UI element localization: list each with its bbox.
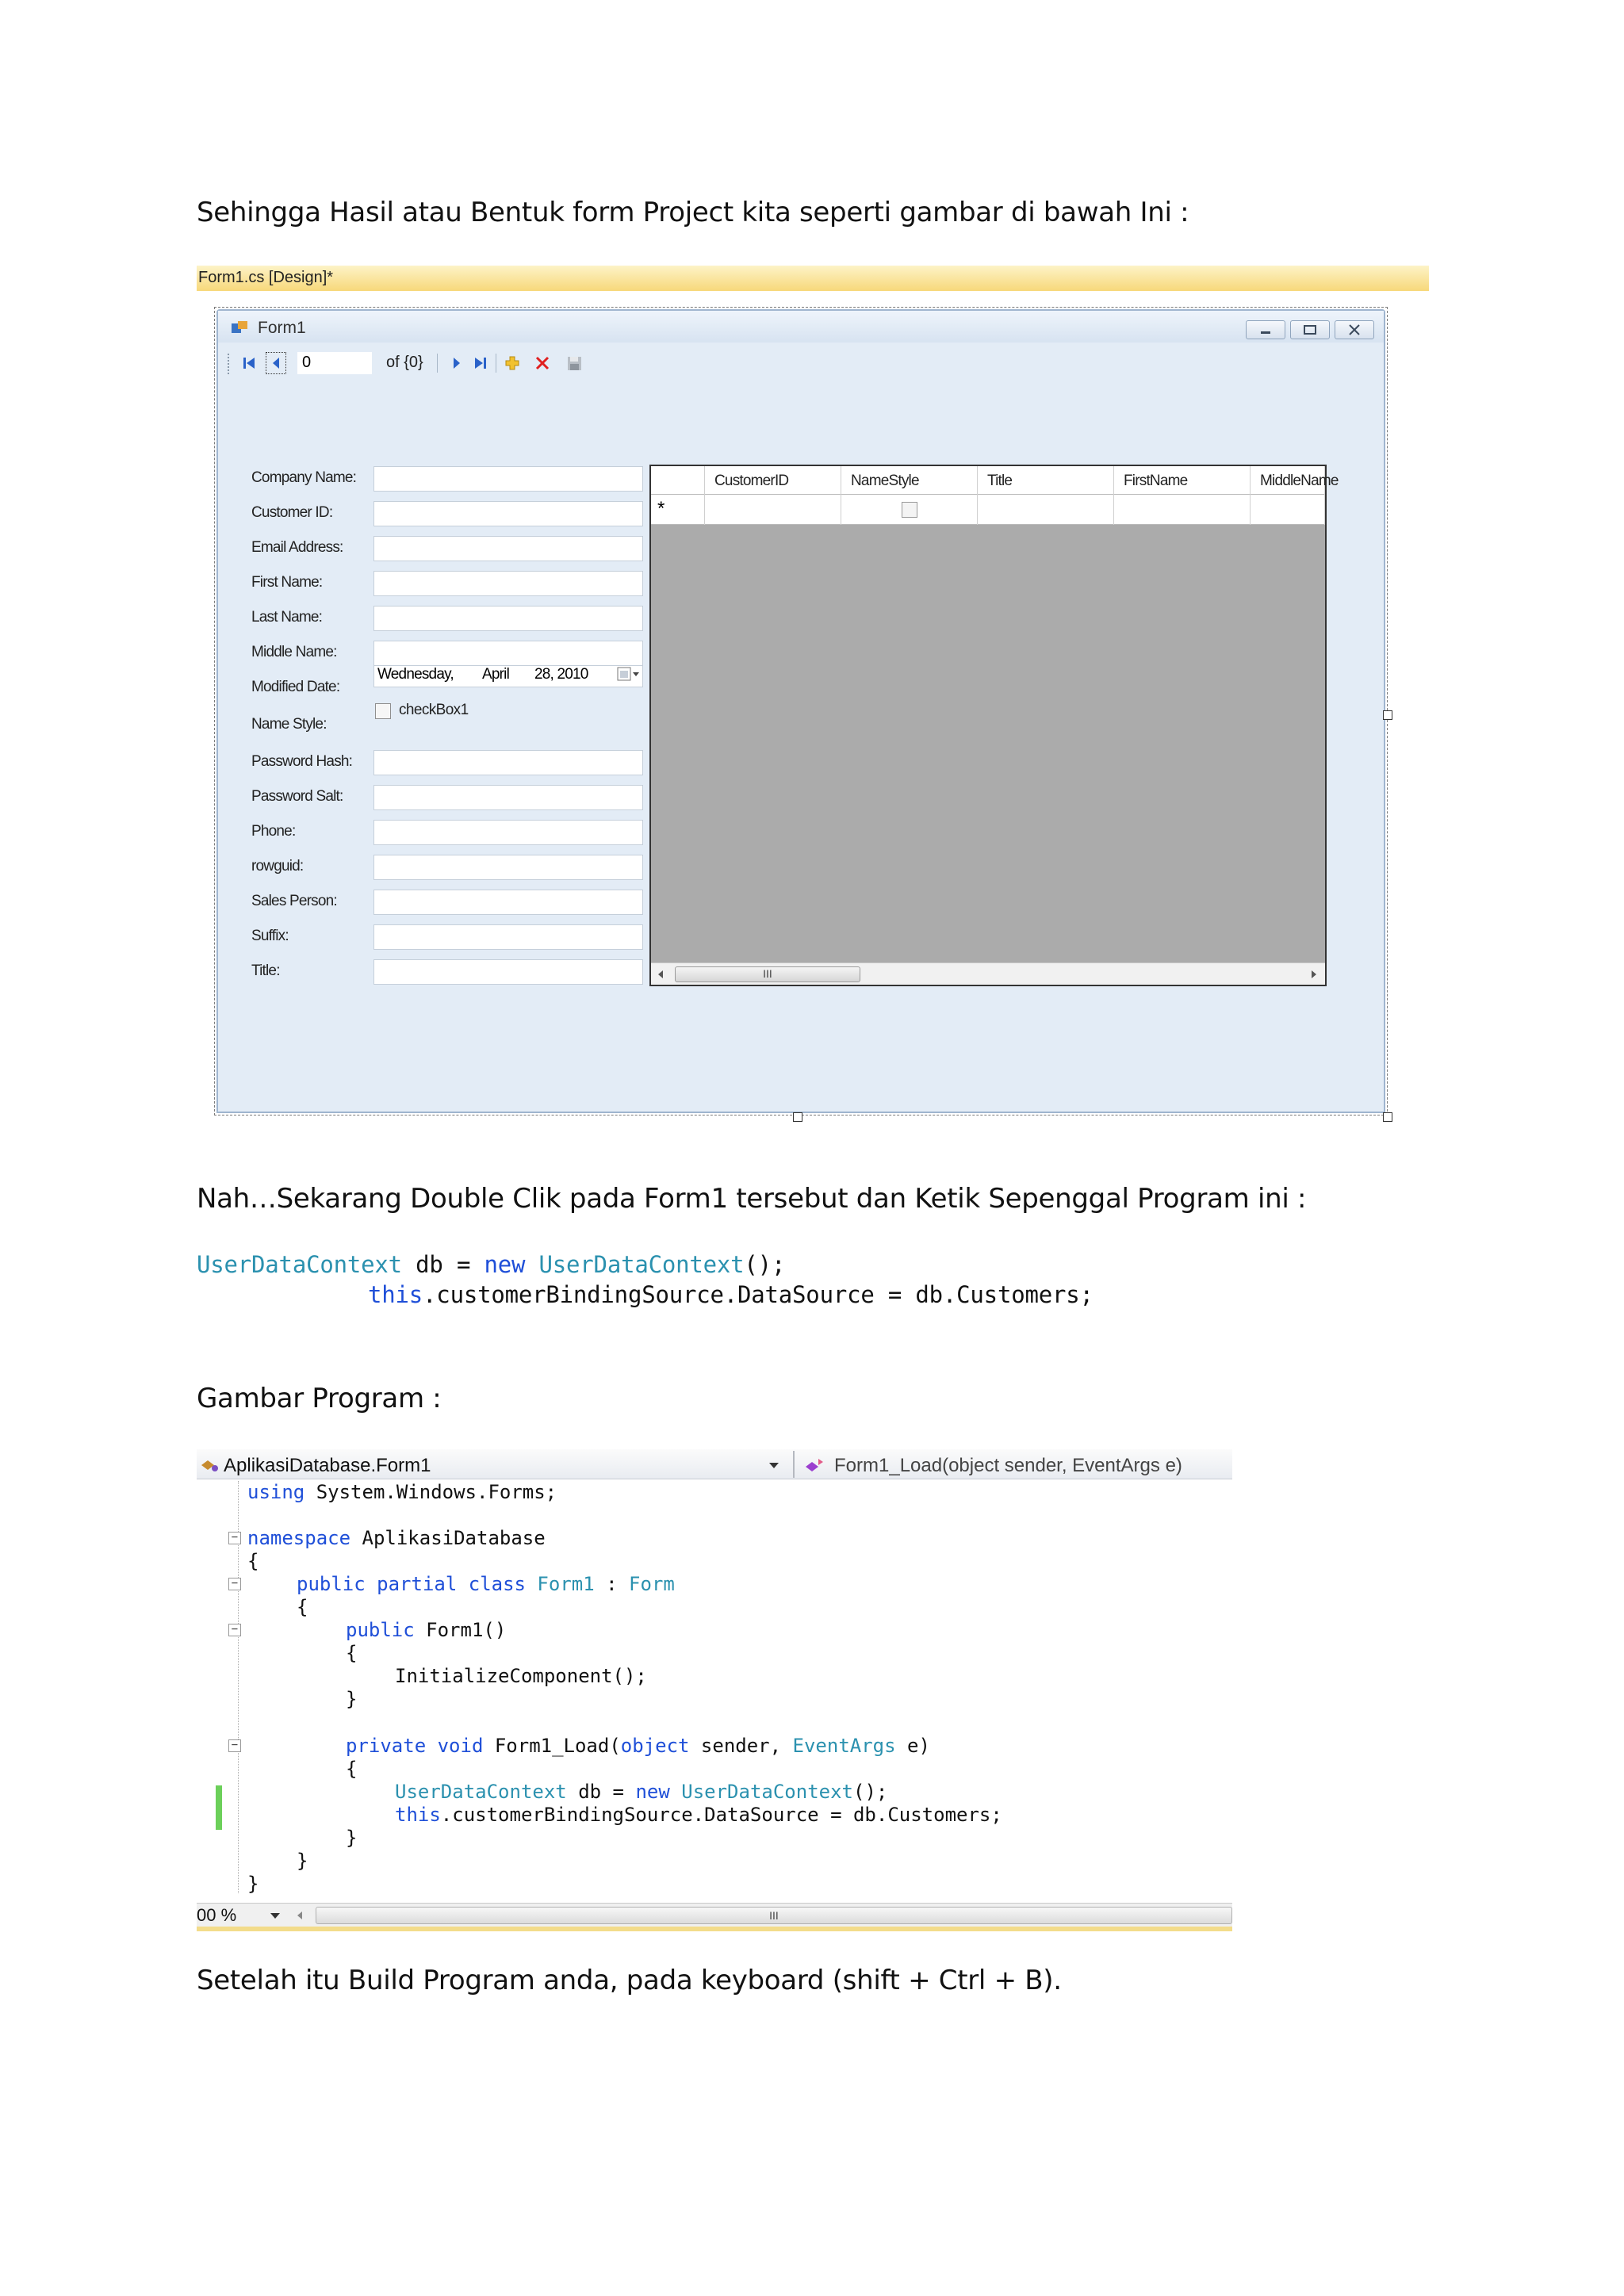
email-address-textbox[interactable] (373, 536, 643, 561)
class-combo-value: AplikasiDatabase.Form1 (224, 1455, 431, 1476)
column-header-middlename[interactable]: MiddleName (1251, 466, 1325, 495)
collapse-method-icon[interactable]: − (228, 1739, 241, 1752)
move-previous-button[interactable] (266, 352, 286, 374)
resize-handle-right[interactable] (1383, 710, 1392, 720)
last-name-textbox[interactable] (373, 606, 643, 631)
grid-header-row (651, 466, 1339, 495)
date-month: April (482, 666, 510, 683)
date-day-year: 28, 2010 (534, 666, 588, 683)
code-text: .customerBindingSource.DataSource = db.Customers; (423, 1281, 1094, 1308)
code-text: (); (744, 1251, 786, 1278)
gambar-program-paragraph: Gambar Program : (197, 1383, 442, 1414)
grid-horizontal-scrollbar[interactable] (651, 962, 1325, 985)
code-text: (); (853, 1781, 888, 1803)
company-name-textbox[interactable] (373, 466, 643, 492)
designer-tab-title: Form1.cs [Design]* (198, 269, 334, 286)
count-label: of {0} (386, 354, 423, 371)
minimize-button[interactable] (1246, 320, 1285, 339)
class-icon (200, 1457, 220, 1475)
form-designer-screenshot (197, 266, 1429, 1122)
form-title-bar (218, 311, 1384, 342)
ide-line-namespace (247, 1527, 546, 1549)
code-text: : (594, 1573, 630, 1595)
code-line-2 (368, 1281, 1094, 1308)
sales-person-textbox[interactable] (373, 890, 643, 915)
code-keyword: private void (346, 1735, 484, 1757)
form-title: Form1 (258, 319, 306, 337)
resize-handle-corner[interactable] (1383, 1112, 1392, 1122)
phone-label: Phone: (251, 823, 296, 840)
ide-line-brace: } (346, 1688, 358, 1710)
code-text: sender, (689, 1735, 793, 1757)
build-paragraph: Setelah itu Build Program anda, pada keyboard (shift + Ctrl + B). (197, 1965, 1062, 1996)
ide-line-class (297, 1573, 675, 1595)
chevron-down-icon (768, 1460, 780, 1470)
binding-navigator (228, 349, 1377, 377)
minimize-icon (1247, 321, 1285, 339)
move-first-icon (239, 352, 259, 374)
close-icon (1335, 321, 1373, 339)
code-text: AplikasiDatabase (350, 1527, 546, 1549)
password-hash-label: Password Hash: (251, 753, 353, 770)
position-input[interactable]: 0 (297, 352, 372, 374)
scroll-left-icon[interactable] (295, 1910, 304, 1921)
double-click-paragraph: Nah…Sekarang Double Clik pada Form1 tersebut dan Ketik Sepenggal Program ini : (197, 1183, 1307, 1215)
namestyle-cell-checkbox[interactable] (902, 502, 917, 518)
add-icon (502, 352, 523, 374)
form-window (216, 309, 1385, 1113)
grid-cell[interactable] (705, 495, 841, 525)
code-type: UserDataContext (395, 1781, 567, 1803)
move-last-icon (470, 352, 491, 374)
changed-lines-marker (216, 1785, 222, 1830)
editor-footer (197, 1903, 1232, 1927)
company-name-label: Company Name: (251, 469, 357, 486)
ide-line-brace: { (247, 1550, 259, 1572)
code-text: e) (895, 1735, 930, 1757)
checkbox-label: checkBox1 (399, 702, 469, 718)
grid-cell[interactable] (841, 495, 978, 525)
first-name-label: First Name: (251, 574, 323, 591)
method-combo-value: Form1_Load(object sender, EventArgs e) (834, 1455, 1182, 1476)
email-address-label: Email Address: (251, 539, 343, 556)
ide-line-form-load (346, 1735, 930, 1757)
ide-line-brace: { (346, 1642, 358, 1664)
name-style-label: Name Style: (251, 716, 327, 733)
ide-line-datacontext (395, 1781, 887, 1803)
scroll-left-icon[interactable] (656, 969, 665, 980)
code-type: UserDataContext (538, 1251, 745, 1278)
password-salt-textbox[interactable] (373, 785, 643, 810)
editor-scrollbar-thumb[interactable]: III (316, 1907, 1232, 1924)
column-header-customerid[interactable]: CustomerID (705, 466, 841, 495)
close-button[interactable] (1335, 320, 1374, 339)
row-header-corner (651, 466, 705, 495)
code-text: .customerBindingSource.DataSource = db.Customers; (440, 1804, 1002, 1826)
ide-line-using (247, 1481, 557, 1503)
code-keyword: new (484, 1251, 526, 1278)
new-row-marker: * (651, 495, 705, 525)
code-keyword: this (368, 1281, 423, 1308)
customer-id-textbox[interactable] (373, 501, 643, 526)
code-type: UserDataContext (197, 1251, 402, 1278)
code-keyword: new (635, 1781, 670, 1803)
add-new-button[interactable] (502, 352, 523, 374)
move-next-icon (446, 352, 467, 374)
code-keyword: public partial class (297, 1573, 526, 1595)
modified-date-label: Modified Date: (251, 679, 340, 695)
column-header-namestyle[interactable]: NameStyle (841, 466, 978, 495)
grid-new-row[interactable] (651, 495, 1325, 525)
toolbar-grip[interactable] (228, 354, 231, 374)
ide-line-brace: { (346, 1758, 358, 1780)
column-header-title[interactable]: Title (978, 466, 1114, 495)
save-icon (564, 352, 584, 374)
collapse-class-icon[interactable]: − (228, 1578, 241, 1590)
code-keyword: this (395, 1804, 441, 1826)
code-text: Form1_Load( (483, 1735, 621, 1757)
code-editor-screenshot (197, 1449, 1232, 1933)
move-next-button[interactable] (446, 352, 467, 374)
ide-line-datasource (395, 1804, 1002, 1826)
first-name-textbox[interactable] (373, 571, 643, 596)
password-hash-textbox[interactable] (373, 750, 643, 775)
save-button[interactable] (564, 352, 584, 374)
suffix-label: Suffix: (251, 928, 289, 944)
intro-paragraph: Sehingga Hasil atau Bentuk form Project kita seperti gambar di bawah Ini : (197, 197, 1189, 228)
title-label: Title: (251, 962, 280, 979)
design-surface (214, 307, 1388, 1115)
code-text: Form1() (414, 1619, 507, 1641)
ide-line-init: InitializeComponent(); (395, 1665, 647, 1687)
collapse-constructor-icon[interactable]: − (228, 1624, 241, 1636)
code-keyword: public (346, 1619, 415, 1641)
navigation-bar (197, 1449, 1232, 1479)
method-icon (801, 1456, 829, 1475)
customer-id-label: Customer ID: (251, 504, 333, 521)
method-combo[interactable] (793, 1451, 1232, 1478)
zoom-level[interactable]: 00 % (197, 1905, 237, 1925)
customer-data-grid[interactable] (649, 465, 1339, 986)
move-last-button[interactable] (470, 352, 491, 374)
scroll-right-icon[interactable] (1309, 969, 1319, 980)
middle-name-textbox[interactable] (373, 641, 643, 666)
ide-line-brace: } (346, 1827, 358, 1849)
code-type: UserDataContext (669, 1781, 853, 1803)
code-line-1 (197, 1251, 785, 1278)
editor-bottom-border (197, 1927, 1232, 1931)
resize-handle-bottom[interactable] (793, 1112, 802, 1122)
toolbar-separator (437, 354, 438, 373)
rowguid-textbox[interactable] (373, 855, 643, 880)
zoom-dropdown-icon[interactable] (270, 1911, 281, 1919)
ide-line-brace: } (247, 1873, 259, 1895)
designer-tab[interactable] (197, 266, 1429, 291)
form-icon (231, 320, 248, 335)
maximize-button[interactable] (1290, 320, 1330, 339)
ide-line-brace: { (297, 1596, 308, 1618)
code-keyword: namespace (247, 1527, 351, 1549)
middle-name-label: Middle Name: (251, 644, 337, 660)
ide-line-brace: } (297, 1850, 308, 1872)
code-text: db = (566, 1781, 636, 1803)
sales-person-label: Sales Person: (251, 893, 337, 909)
name-style-checkbox[interactable] (375, 703, 391, 719)
delete-button[interactable] (532, 352, 553, 374)
calendar-dropdown-icon (617, 667, 641, 683)
grid-cell[interactable] (1251, 495, 1325, 525)
move-previous-icon (266, 353, 285, 373)
scrollbar-thumb[interactable]: III (675, 966, 860, 982)
grid-cell[interactable] (1114, 495, 1251, 525)
code-text: db = (401, 1251, 485, 1278)
delete-icon (532, 352, 553, 374)
code-text: System.Windows.Forms; (304, 1481, 557, 1503)
password-salt-label: Password Salt: (251, 788, 343, 805)
title-textbox[interactable] (373, 959, 643, 985)
code-keyword: object (620, 1735, 690, 1757)
code-keyword: using (247, 1481, 305, 1503)
maximize-icon (1291, 321, 1329, 339)
code-type: Form (629, 1573, 675, 1595)
rowguid-label: rowguid: (251, 858, 304, 874)
class-combo[interactable] (197, 1451, 791, 1478)
date-day: Wednesday, (377, 666, 454, 683)
phone-textbox[interactable] (373, 820, 643, 845)
last-name-label: Last Name: (251, 609, 323, 626)
column-header-firstname[interactable]: FirstName (1114, 466, 1251, 495)
ide-line-ctor (346, 1619, 506, 1641)
suffix-textbox[interactable] (373, 924, 643, 950)
code-type: Form1 (525, 1573, 595, 1595)
move-first-button[interactable] (239, 352, 259, 374)
grid-cell[interactable] (978, 495, 1114, 525)
code-type: EventArgs (792, 1735, 896, 1757)
collapse-namespace-icon[interactable]: − (228, 1532, 241, 1544)
